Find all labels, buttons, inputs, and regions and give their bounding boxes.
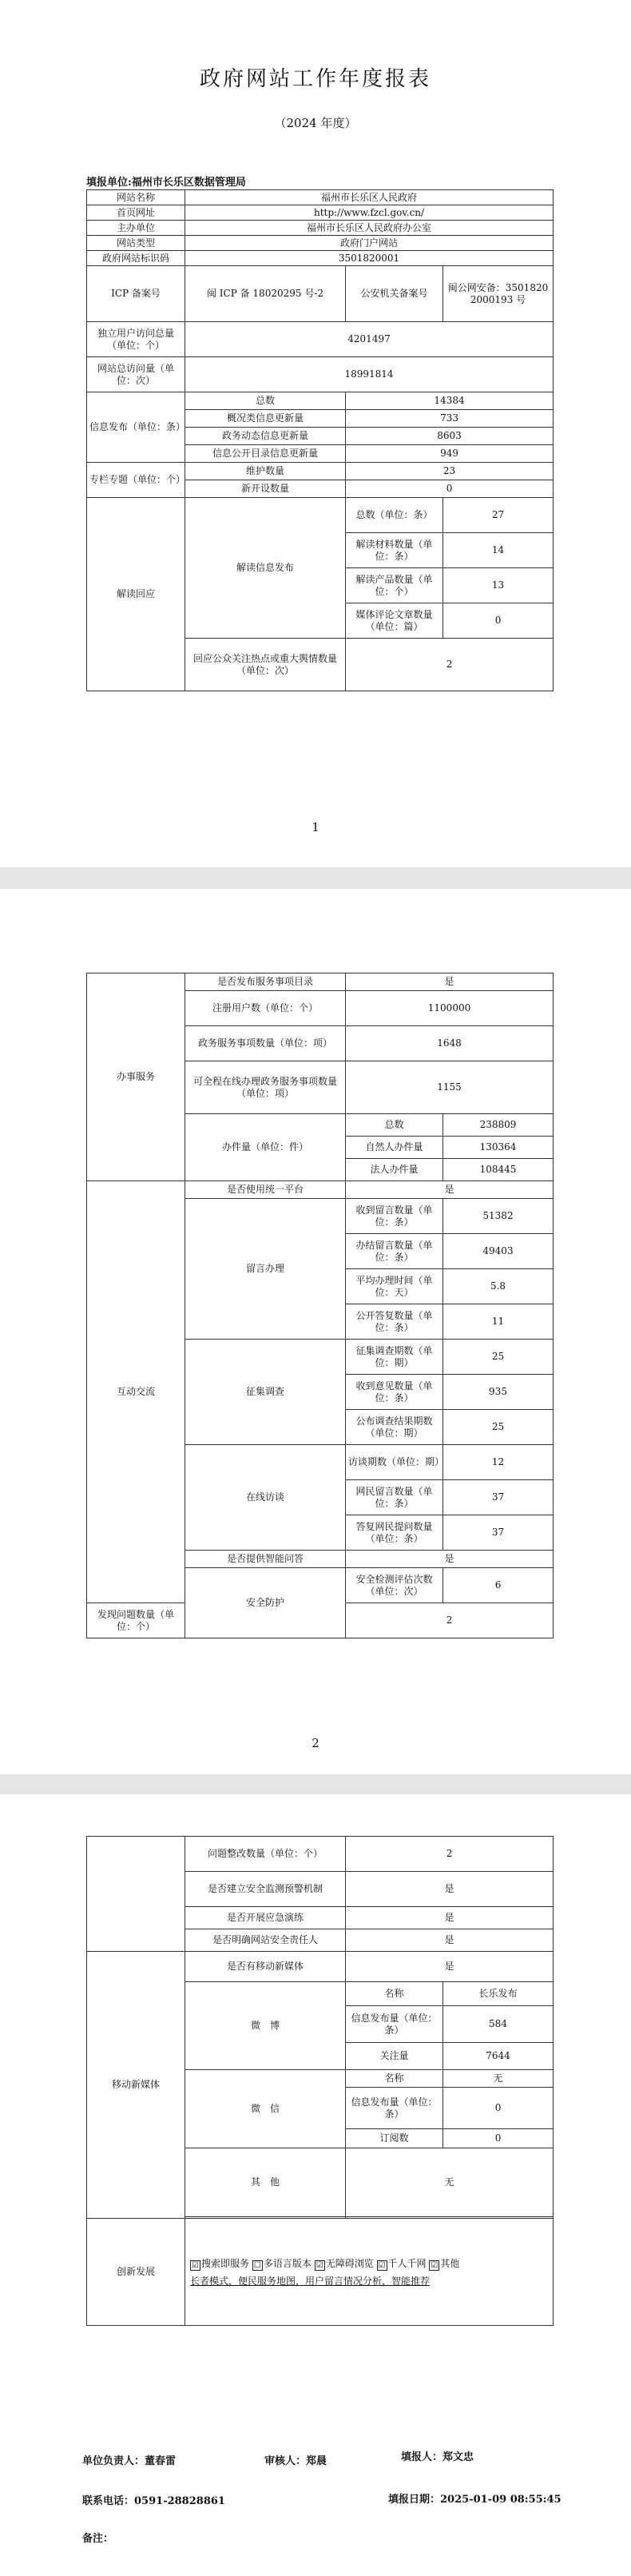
mobile-label: 移动新媒体 xyxy=(87,1952,185,2219)
remarks: 备注： xyxy=(82,2533,114,2545)
table-row xyxy=(87,221,554,236)
security-check-label: 安全检测评估次数（单位：次） xyxy=(346,1568,443,1603)
publish-label: 信息发布（单位：条） xyxy=(87,392,185,463)
survey-op-value: 935 xyxy=(443,1375,554,1410)
security-issue-label: 发现问题数量（单位：个） xyxy=(87,1603,185,1638)
wechat-name-label: 名称 xyxy=(346,2070,443,2088)
site-type-value: 政府门户网站 xyxy=(185,236,554,251)
security-media-table xyxy=(86,1836,554,2326)
service-label: 办事服务 xyxy=(87,973,185,1181)
site-name-label: 网站名称 xyxy=(87,190,185,205)
police-value: 闽公网安备：35018202000193 号 xyxy=(443,266,554,322)
table-row xyxy=(87,392,554,410)
interact-platform-label: 是否使用统一平台 xyxy=(185,1181,346,1199)
innovation-other-text: 长者模式，便民服务地图，用户留言情况分析，智能推荐 xyxy=(190,2275,431,2287)
home-url-label: 首页网址 xyxy=(87,205,185,221)
service-catalog-label: 是否发布服务事项目录 xyxy=(185,973,346,991)
interpret-product-label: 解读产品数量（单位：个） xyxy=(346,568,443,603)
checkbox-other[interactable]: ☑ xyxy=(429,2260,439,2271)
interpret-material-value: 14 xyxy=(443,533,554,568)
msg-days-label: 平均办理时间（单位：天） xyxy=(346,1269,443,1304)
wechat-name-value: 无 xyxy=(443,2070,554,2088)
talk-a-value: 37 xyxy=(443,1515,554,1551)
msg-done-label: 办结留言数量（单位：条） xyxy=(346,1234,443,1269)
talk-a-label: 答复网民提问数量（单位：条） xyxy=(346,1515,443,1551)
survey-res-value: 25 xyxy=(443,1410,554,1445)
publish-catalog-value: 949 xyxy=(346,445,554,463)
security-drill-value: 是 xyxy=(346,1907,554,1929)
security-label: 安全防护 xyxy=(185,1568,346,1638)
publish-catalog-label: 信息公开目录信息更新量 xyxy=(185,445,346,463)
table-row xyxy=(87,1952,554,1982)
police-label: 公安机关备案号 xyxy=(346,266,443,322)
site-id-value: 3501820001 xyxy=(185,251,554,266)
weibo-follow-value: 7644 xyxy=(443,2043,554,2070)
table-row xyxy=(87,973,554,991)
mobile-has-label: 是否有移动新媒体 xyxy=(185,1952,346,1982)
other-media-label: 其 他 xyxy=(185,2148,346,2217)
table-row xyxy=(87,236,554,251)
interpret-product-value: 13 xyxy=(443,568,554,603)
msg-recv-value: 51382 xyxy=(443,1199,554,1234)
weibo-name-value: 长乐发布 xyxy=(443,1982,554,2006)
table-row xyxy=(87,266,554,322)
talk-n-value: 12 xyxy=(443,1445,554,1480)
table-row xyxy=(87,463,554,480)
table-row xyxy=(87,357,554,392)
table-row xyxy=(87,1837,554,1872)
interact-platform-value: 是 xyxy=(346,1181,554,1199)
wechat-sub-label: 订阅数 xyxy=(346,2129,443,2148)
innovation-label: 创新发展 xyxy=(87,2219,185,2326)
pv-label: 网站总访问量（单位：次） xyxy=(87,357,185,392)
interpret-media-value: 0 xyxy=(443,603,554,639)
table-row xyxy=(87,2219,554,2326)
publish-news-value: 8603 xyxy=(346,428,554,445)
security-fix-value: 2 xyxy=(346,1837,554,1872)
service-items-label: 政务服务事项数量（单位：项） xyxy=(185,1026,346,1061)
fill-date: 填报日期：2025-01-09 08:55:45 xyxy=(388,2494,562,2506)
talk-q-label: 网民留言数量（单位：条） xyxy=(346,1480,443,1515)
service-users-value: 1100000 xyxy=(346,991,554,1026)
survey-label: 征集调查 xyxy=(185,1340,346,1445)
wechat-sub-value: 0 xyxy=(443,2129,554,2148)
service-catalog-value: 是 xyxy=(346,973,554,991)
host-value: 福州市长乐区人民政府办公室 xyxy=(185,221,554,236)
uv-value: 4201497 xyxy=(185,322,554,357)
msg-label: 留言办理 xyxy=(185,1199,346,1340)
service-online-value: 1155 xyxy=(346,1061,554,1114)
icp-value: 闽 ICP 备 18020295 号-2 xyxy=(185,266,346,322)
page-number: 2 xyxy=(312,1736,319,1750)
security-monitor-label: 是否建立安全监测预警机制 xyxy=(185,1872,346,1907)
pv-value: 18991814 xyxy=(185,357,554,392)
msg-done-value: 49403 xyxy=(443,1234,554,1269)
ai-label: 是否提供智能问答 xyxy=(185,1551,346,1568)
survey-res-label: 公布调查结果期数（单位：期） xyxy=(346,1410,443,1445)
publish-news-label: 政务动态信息更新量 xyxy=(185,428,346,445)
weibo-name-label: 名称 xyxy=(346,1982,443,2006)
special-new-label: 新开设数量 xyxy=(185,480,346,498)
msg-pub-label: 公开答复数量（单位：条） xyxy=(346,1304,443,1340)
interpret-media-label: 媒体评论文章数量（单位：篇） xyxy=(346,603,443,639)
security-cont-cell xyxy=(87,1837,185,1952)
talk-n-label: 访谈期数（单位：期） xyxy=(346,1445,443,1480)
interpret-material-label: 解读材料数量（单位：条） xyxy=(346,533,443,568)
service-legal-value: 108445 xyxy=(443,1159,554,1181)
contact-phone: 联系电话：0591-28828861 xyxy=(82,2495,225,2507)
checkbox-search-service[interactable]: ☑ xyxy=(190,2260,200,2271)
survey-n-label: 征集调查期数（单位：期） xyxy=(346,1340,443,1375)
special-label: 专栏专题（单位：个） xyxy=(87,463,185,498)
interpret-total-label: 总数（单位：条） xyxy=(346,498,443,533)
service-online-label: 可全程在线办理政务服务事项数量（单位：项） xyxy=(185,1061,346,1114)
uv-label: 独立用户访问总量（单位：个） xyxy=(87,322,185,357)
report-title: 政府网站工作年度报表 xyxy=(199,67,431,91)
interpret-pub-label: 解读信息发布 xyxy=(185,498,346,639)
security-drill-label: 是否开展应急演练 xyxy=(185,1907,346,1929)
weibo-follow-label: 关注量 xyxy=(346,2043,443,2070)
report-page-1 xyxy=(0,0,631,867)
mobile-has-value: 是 xyxy=(346,1952,554,1982)
talk-label: 在线访谈 xyxy=(185,1445,346,1551)
publish-total-value: 14384 xyxy=(346,392,554,410)
table-row xyxy=(87,251,554,266)
other-media-value: 无 xyxy=(346,2148,554,2217)
page-number: 1 xyxy=(312,820,319,834)
checkbox-accessibility[interactable]: ☑ xyxy=(315,2260,325,2271)
service-person-label: 自然人办件量 xyxy=(346,1137,443,1159)
host-label: 主办单位 xyxy=(87,221,185,236)
table-row xyxy=(87,1181,554,1199)
service-handled-label: 办件量（单位：件） xyxy=(185,1114,346,1181)
security-issue-value: 2 xyxy=(346,1603,554,1638)
innovation-value: ☑ 搜索即服务 ☐ 多语言版本 ☑ 无障碍浏览 ☑ 千人千网 ☑ 其他 长者模式，便民服务地图，用户留言情况分析，智能推荐 xyxy=(185,2219,554,2326)
weibo-label: 微 博 xyxy=(185,1982,346,2070)
table-row xyxy=(87,190,554,205)
site-name-value: 福州市长乐区人民政府 xyxy=(185,190,554,205)
security-owner-label: 是否明确网站安全责任人 xyxy=(185,1929,346,1952)
survey-op-label: 收到意见数量（单位：条） xyxy=(346,1375,443,1410)
icp-label: ICP 备案号 xyxy=(87,266,185,322)
service-users-label: 注册用户数（单位：个） xyxy=(185,991,346,1026)
report-year: （2024 年度） xyxy=(274,116,357,130)
filing-unit: 填报单位:福州市长乐区数据管理局 xyxy=(86,177,246,189)
interpret-respond-label: 回应公众关注热点或重大舆情数量（单位：次） xyxy=(185,639,346,691)
checkbox-personalized[interactable]: ☑ xyxy=(377,2260,387,2271)
interact-label: 互动交流 xyxy=(87,1181,185,1603)
basic-info-table xyxy=(86,189,554,691)
security-fix-label: 问题整改数量（单位：个） xyxy=(185,1837,346,1872)
site-type-label: 网站类型 xyxy=(87,236,185,251)
service-items-value: 1648 xyxy=(346,1026,554,1061)
weibo-count-label: 信息发布量（单位：条） xyxy=(346,2006,443,2043)
table-row xyxy=(87,205,554,221)
interpret-total-value: 27 xyxy=(443,498,554,533)
security-check-value: 6 xyxy=(443,1568,554,1603)
wechat-count-label: 信息发布量（单位：条） xyxy=(346,2088,443,2129)
service-total-value: 238809 xyxy=(443,1114,554,1137)
weibo-count-value: 584 xyxy=(443,2006,554,2043)
home-url-value: http://www.fzcl.gov.cn/ xyxy=(185,205,554,221)
special-maintain-label: 维护数量 xyxy=(185,463,346,480)
interpret-label: 解读回应 xyxy=(87,498,185,691)
talk-q-value: 37 xyxy=(443,1480,554,1515)
msg-days-value: 5.8 xyxy=(443,1269,554,1304)
publish-total-label: 总数 xyxy=(185,392,346,410)
special-maintain-value: 23 xyxy=(346,463,554,480)
service-person-value: 130364 xyxy=(443,1137,554,1159)
msg-pub-value: 11 xyxy=(443,1304,554,1340)
ai-value: 是 xyxy=(346,1551,554,1568)
special-new-value: 0 xyxy=(346,480,554,498)
publish-overview-value: 733 xyxy=(346,410,554,428)
wechat-count-value: 0 xyxy=(443,2088,554,2129)
service-interact-table xyxy=(86,973,554,1638)
wechat-label: 微 信 xyxy=(185,2070,346,2148)
reviewer: 审核人：郑晨 xyxy=(264,2455,327,2467)
table-row xyxy=(87,498,554,533)
msg-recv-label: 收到留言数量（单位：条） xyxy=(346,1199,443,1234)
security-owner-value: 是 xyxy=(346,1929,554,1952)
survey-n-value: 25 xyxy=(443,1340,554,1375)
service-legal-label: 法人办件量 xyxy=(346,1159,443,1181)
security-monitor-value: 是 xyxy=(346,1872,554,1907)
interpret-respond-value: 2 xyxy=(346,639,554,691)
unit-head: 单位负责人：董春雷 xyxy=(82,2455,177,2467)
service-total-label: 总数 xyxy=(346,1114,443,1137)
site-id-label: 政府网站标识码 xyxy=(87,251,185,266)
checkbox-multi-language[interactable]: ☐ xyxy=(252,2260,263,2271)
filler: 填报人：郑文忠 xyxy=(401,2451,474,2463)
table-row xyxy=(87,322,554,357)
publish-overview-label: 概况类信息更新量 xyxy=(185,410,346,428)
